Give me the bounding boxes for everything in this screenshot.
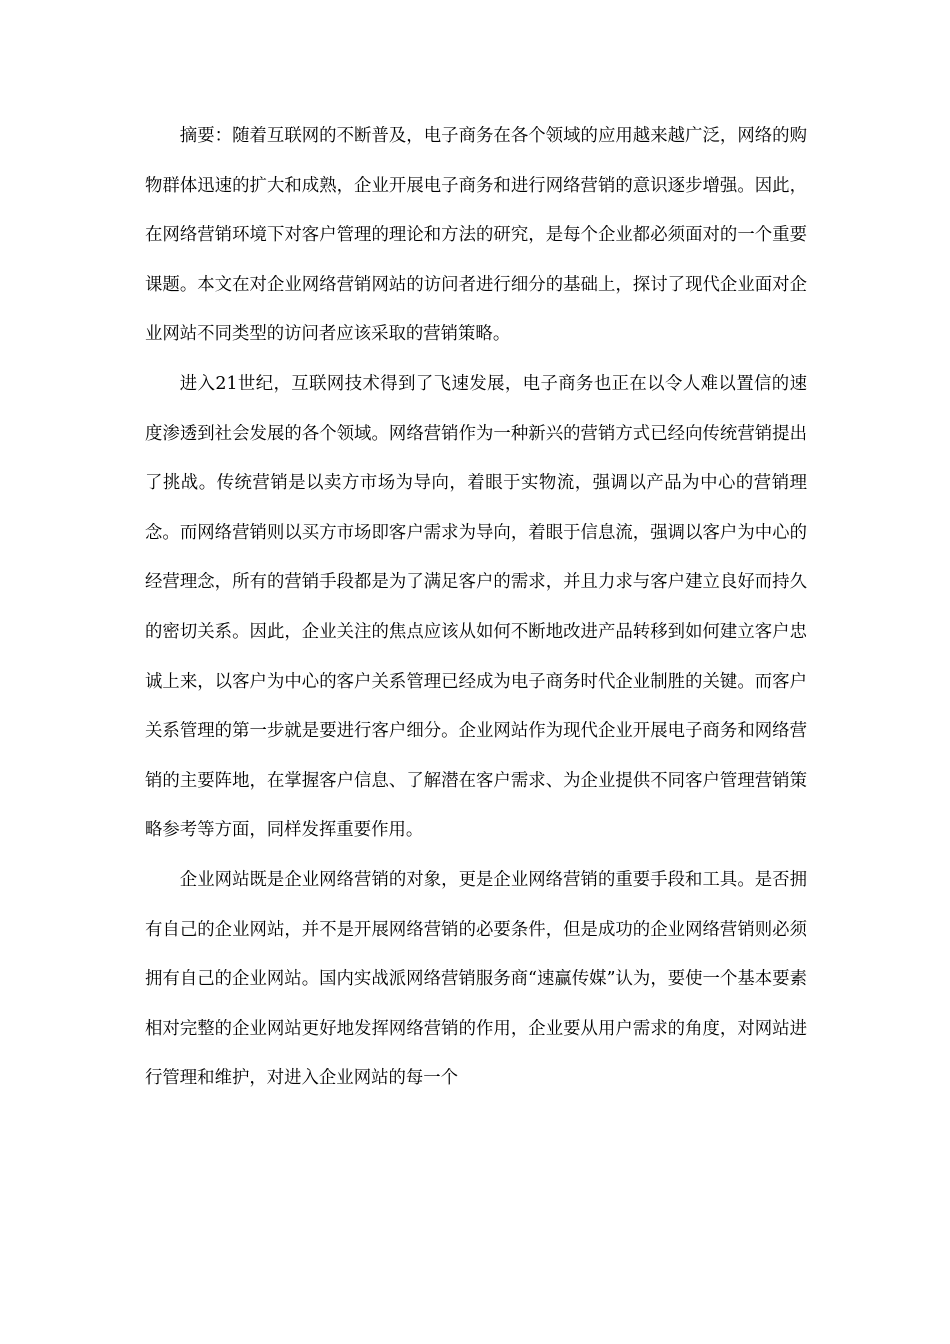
body-paragraph-1: 进入21世纪，互联网技术得到了飞速发展，电子商务也正在以令人难以置信的速度渗透到社会发展的各个领域。网络营销作为一种新兴的营销方式已经向传统营销提出了挑战。传统营销是以卖方市场为导向，着眼于实物流，强调以产品为中心的营销理念。而网络营销则以买方市场即客户需求为导向，着眼于信息流，强调以客户为中心的经营理念，所有的营销手段都是为了满足客户的需求，并且力求与客户建立良好而持久的密切关系。因此，企业关注的焦点应该从如何不断地改进产品转移到如何建立客户忠诚上来，以客户为中心的客户关系管理已经成为电子商务时代企业制胜的关键。而客户关系管理的第一步就是要进行客户细分。企业网站作为现代企业开展电子商务和网络营销的主要阵地，在掌握客户信息、了解潜在客户需求、为企业提供不同客户管理营销策略参考等方面，同样发挥重要作用。 [145, 373, 807, 841]
document-body [145, 112, 807, 1104]
abstract-paragraph: 摘要：随着互联网的不断普及，电子商务在各个领域的应用越来越广泛，网络的购物群体迅速的扩大和成熟，企业开展电子商务和进行网络营销的意识逐步增强。因此，在网络营销环境下对客户管理的理论和方法的研究，是每个企业都必须面对的一个重要课题。本文在对企业网络营销网站的访问者进行细分的基础上，探讨了现代企业面对企业网站不同类型的访问者应该采取的营销策略。 [145, 126, 807, 345]
body-paragraph-2: 企业网站既是企业网络营销的对象，更是企业网络营销的重要手段和工具。是否拥有自己的企业网站，并不是开展网络营销的必要条件，但是成功的企业网络营销则必须拥有自己的企业网站。国内实战派网络营销服务商“速赢传媒”认为，要使一个基本要素相对完整的企业网站更好地发挥网络营销的作用，企业要从用户需求的角度，对网站进行管理和维护，对进入企业网站的每一个 [145, 869, 807, 1089]
